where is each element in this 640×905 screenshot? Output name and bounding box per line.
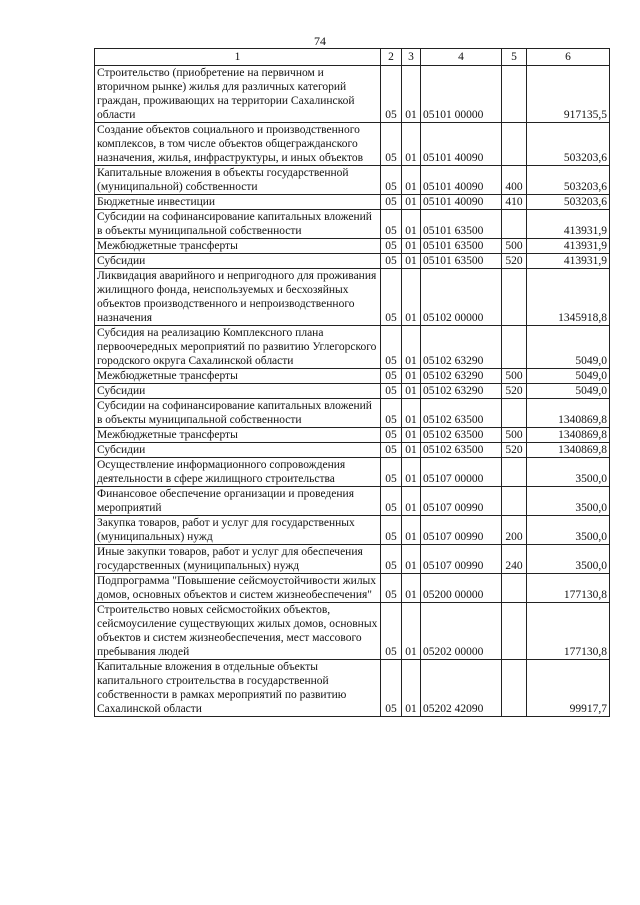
row-subsection-cell: 01: [402, 399, 421, 428]
row-subsection-cell: 01: [402, 195, 421, 210]
row-amount-cell: 3500,0: [527, 458, 610, 487]
row-target-article-cell: 05101 40090: [421, 123, 502, 166]
row-expense-kind-cell: 520: [502, 443, 527, 458]
row-expense-kind-cell: [502, 269, 527, 326]
row-amount-cell: 5049,0: [527, 369, 610, 384]
row-section-cell: 05: [381, 369, 402, 384]
row-amount-cell: 3500,0: [527, 516, 610, 545]
table-row: [95, 66, 610, 123]
row-subsection-cell: 01: [402, 443, 421, 458]
row-section-cell: 05: [381, 574, 402, 603]
budget-table-body: [95, 49, 610, 717]
row-amount-cell: 3500,0: [527, 545, 610, 574]
row-amount-cell: 1340869,8: [527, 428, 610, 443]
row-expense-kind-cell: 500: [502, 428, 527, 443]
row-section-cell: 05: [381, 239, 402, 254]
row-subsection-cell: 01: [402, 458, 421, 487]
row-subsection-cell: 01: [402, 66, 421, 123]
row-section-cell: 05: [381, 399, 402, 428]
table-row: [95, 545, 610, 574]
row-expense-kind-cell: 410: [502, 195, 527, 210]
row-section-cell: 05: [381, 660, 402, 717]
table-row: [95, 660, 610, 717]
row-name-cell: Межбюджетные трансферты: [95, 239, 381, 254]
table-row: [95, 516, 610, 545]
table-row: [95, 603, 610, 660]
row-amount-cell: 1340869,8: [527, 399, 610, 428]
table-row: [95, 399, 610, 428]
row-expense-kind-cell: 520: [502, 384, 527, 399]
row-subsection-cell: 01: [402, 210, 421, 239]
row-amount-cell: 917135,5: [527, 66, 610, 123]
row-name-cell: Субсидия на реализацию Комплексного плана первоочередных мероприятий по развитию Углегорского городского округа Сахалинской области: [95, 326, 381, 369]
header-cell-expense-kind: 5: [502, 49, 527, 66]
table-row: [95, 254, 610, 269]
row-name-cell: Межбюджетные трансферты: [95, 428, 381, 443]
row-section-cell: 05: [381, 516, 402, 545]
row-section-cell: 05: [381, 384, 402, 399]
row-amount-cell: 503203,6: [527, 166, 610, 195]
row-amount-cell: 413931,9: [527, 210, 610, 239]
row-amount-cell: 177130,8: [527, 603, 610, 660]
row-name-cell: Строительство новых сейсмостойких объектов, сейсмоусиление существующих жилых домов, основных объектов и систем жизнеобеспечения, мест массового пребывания людей: [95, 603, 381, 660]
table-row: [95, 574, 610, 603]
row-expense-kind-cell: 200: [502, 516, 527, 545]
row-section-cell: 05: [381, 428, 402, 443]
row-section-cell: 05: [381, 443, 402, 458]
row-subsection-cell: 01: [402, 239, 421, 254]
row-expense-kind-cell: [502, 66, 527, 123]
row-section-cell: 05: [381, 487, 402, 516]
row-target-article-cell: 05101 63500: [421, 254, 502, 269]
row-subsection-cell: 01: [402, 545, 421, 574]
row-amount-cell: 177130,8: [527, 574, 610, 603]
row-amount-cell: 5049,0: [527, 326, 610, 369]
row-name-cell: Финансовое обеспечение организации и проведения мероприятий: [95, 487, 381, 516]
row-subsection-cell: 01: [402, 384, 421, 399]
row-target-article-cell: 05101 40090: [421, 195, 502, 210]
row-amount-cell: 413931,9: [527, 239, 610, 254]
table-row: [95, 239, 610, 254]
table-row: [95, 210, 610, 239]
row-target-article-cell: 05102 63500: [421, 428, 502, 443]
table-row: [95, 384, 610, 399]
table-header-row: [95, 49, 610, 66]
page-number: 74: [314, 34, 326, 48]
row-section-cell: 05: [381, 269, 402, 326]
row-name-cell: Осуществление информационного сопровождения деятельности в сфере жилищного строительства: [95, 458, 381, 487]
row-name-cell: Создание объектов социального и производственного комплексов, в том числе объектов общегражданского назначения, жилья, инфраструктуры, и иных объектов: [95, 123, 381, 166]
row-expense-kind-cell: [502, 399, 527, 428]
row-target-article-cell: 05102 63290: [421, 384, 502, 399]
row-amount-cell: 503203,6: [527, 195, 610, 210]
header-cell-name: 1: [95, 49, 381, 66]
row-expense-kind-cell: 400: [502, 166, 527, 195]
row-expense-kind-cell: 500: [502, 369, 527, 384]
row-target-article-cell: 05107 00990: [421, 516, 502, 545]
row-expense-kind-cell: [502, 660, 527, 717]
row-subsection-cell: 01: [402, 603, 421, 660]
row-target-article-cell: 05107 00990: [421, 545, 502, 574]
row-target-article-cell: 05107 00990: [421, 487, 502, 516]
row-target-article-cell: 05202 42090: [421, 660, 502, 717]
row-subsection-cell: 01: [402, 369, 421, 384]
row-name-cell: Субсидии: [95, 254, 381, 269]
row-subsection-cell: 01: [402, 269, 421, 326]
row-subsection-cell: 01: [402, 326, 421, 369]
row-subsection-cell: 01: [402, 428, 421, 443]
row-amount-cell: 3500,0: [527, 487, 610, 516]
row-expense-kind-cell: [502, 487, 527, 516]
row-name-cell: Ликвидация аварийного и непригодного для проживания жилищного фонда, неиспользуемых и бесхозяйных объектов производственного и непроизводственного назначения: [95, 269, 381, 326]
row-name-cell: Субсидии: [95, 384, 381, 399]
row-name-cell: Субсидии: [95, 443, 381, 458]
row-target-article-cell: 05102 63290: [421, 369, 502, 384]
row-expense-kind-cell: [502, 210, 527, 239]
row-expense-kind-cell: 520: [502, 254, 527, 269]
table-row: [95, 458, 610, 487]
table-row: [95, 269, 610, 326]
row-amount-cell: 99917,7: [527, 660, 610, 717]
row-subsection-cell: 01: [402, 516, 421, 545]
row-subsection-cell: 01: [402, 254, 421, 269]
table-row: [95, 369, 610, 384]
row-subsection-cell: 01: [402, 123, 421, 166]
row-target-article-cell: 05101 63500: [421, 210, 502, 239]
row-name-cell: Подпрограмма "Повышение сейсмоустойчивости жилых домов, основных объектов и систем жизнеобеспечения": [95, 574, 381, 603]
table-row: [95, 123, 610, 166]
row-name-cell: Субсидии на софинансирование капитальных вложений в объекты муниципальной собственности: [95, 399, 381, 428]
row-target-article-cell: 05101 40090: [421, 166, 502, 195]
row-amount-cell: 1340869,8: [527, 443, 610, 458]
row-section-cell: 05: [381, 195, 402, 210]
row-amount-cell: 5049,0: [527, 384, 610, 399]
row-name-cell: Субсидии на софинансирование капитальных вложений в объекты муниципальной собственности: [95, 210, 381, 239]
header-cell-subsection: 3: [402, 49, 421, 66]
row-amount-cell: 413931,9: [527, 254, 610, 269]
row-section-cell: 05: [381, 210, 402, 239]
row-subsection-cell: 01: [402, 166, 421, 195]
row-expense-kind-cell: [502, 326, 527, 369]
row-subsection-cell: 01: [402, 660, 421, 717]
row-amount-cell: 503203,6: [527, 123, 610, 166]
row-section-cell: 05: [381, 166, 402, 195]
row-subsection-cell: 01: [402, 487, 421, 516]
table-row: [95, 428, 610, 443]
row-target-article-cell: 05102 63500: [421, 399, 502, 428]
table-row: [95, 443, 610, 458]
row-target-article-cell: 05202 00000: [421, 603, 502, 660]
row-target-article-cell: 05102 63290: [421, 326, 502, 369]
row-name-cell: Межбюджетные трансферты: [95, 369, 381, 384]
row-section-cell: 05: [381, 254, 402, 269]
header-cell-amount: 6: [527, 49, 610, 66]
row-expense-kind-cell: 240: [502, 545, 527, 574]
row-name-cell: Бюджетные инвестиции: [95, 195, 381, 210]
row-expense-kind-cell: [502, 603, 527, 660]
row-name-cell: Иные закупки товаров, работ и услуг для обеспечения государственных (муниципальных) нужд: [95, 545, 381, 574]
table-row: [95, 487, 610, 516]
table-row: [95, 326, 610, 369]
row-target-article-cell: 05107 00000: [421, 458, 502, 487]
row-name-cell: Строительство (приобретение на первичном и вторичном рынке) жилья для различных категорий граждан, проживающих на территории Сахалинской области: [95, 66, 381, 123]
header-cell-section: 2: [381, 49, 402, 66]
row-section-cell: 05: [381, 66, 402, 123]
header-cell-target-article: 4: [421, 49, 502, 66]
row-name-cell: Капитальные вложения в объекты государственной (муниципальной) собственности: [95, 166, 381, 195]
row-name-cell: Закупка товаров, работ и услуг для государственных (муниципальных) нужд: [95, 516, 381, 545]
row-subsection-cell: 01: [402, 574, 421, 603]
row-target-article-cell: 05101 63500: [421, 239, 502, 254]
row-section-cell: 05: [381, 123, 402, 166]
row-name-cell: Капитальные вложения в отдельные объекты капитального строительства в государственной собственности в рамках мероприятий по развитию Сахалинской области: [95, 660, 381, 717]
row-amount-cell: 1345918,8: [527, 269, 610, 326]
row-expense-kind-cell: [502, 574, 527, 603]
row-expense-kind-cell: [502, 458, 527, 487]
row-section-cell: 05: [381, 458, 402, 487]
table-row: [95, 166, 610, 195]
row-section-cell: 05: [381, 326, 402, 369]
row-target-article-cell: 05200 00000: [421, 574, 502, 603]
row-section-cell: 05: [381, 603, 402, 660]
row-section-cell: 05: [381, 545, 402, 574]
row-target-article-cell: 05102 00000: [421, 269, 502, 326]
row-target-article-cell: 05101 00000: [421, 66, 502, 123]
row-expense-kind-cell: [502, 123, 527, 166]
budget-table: [94, 48, 610, 717]
row-target-article-cell: 05102 63500: [421, 443, 502, 458]
table-row: [95, 195, 610, 210]
row-expense-kind-cell: 500: [502, 239, 527, 254]
